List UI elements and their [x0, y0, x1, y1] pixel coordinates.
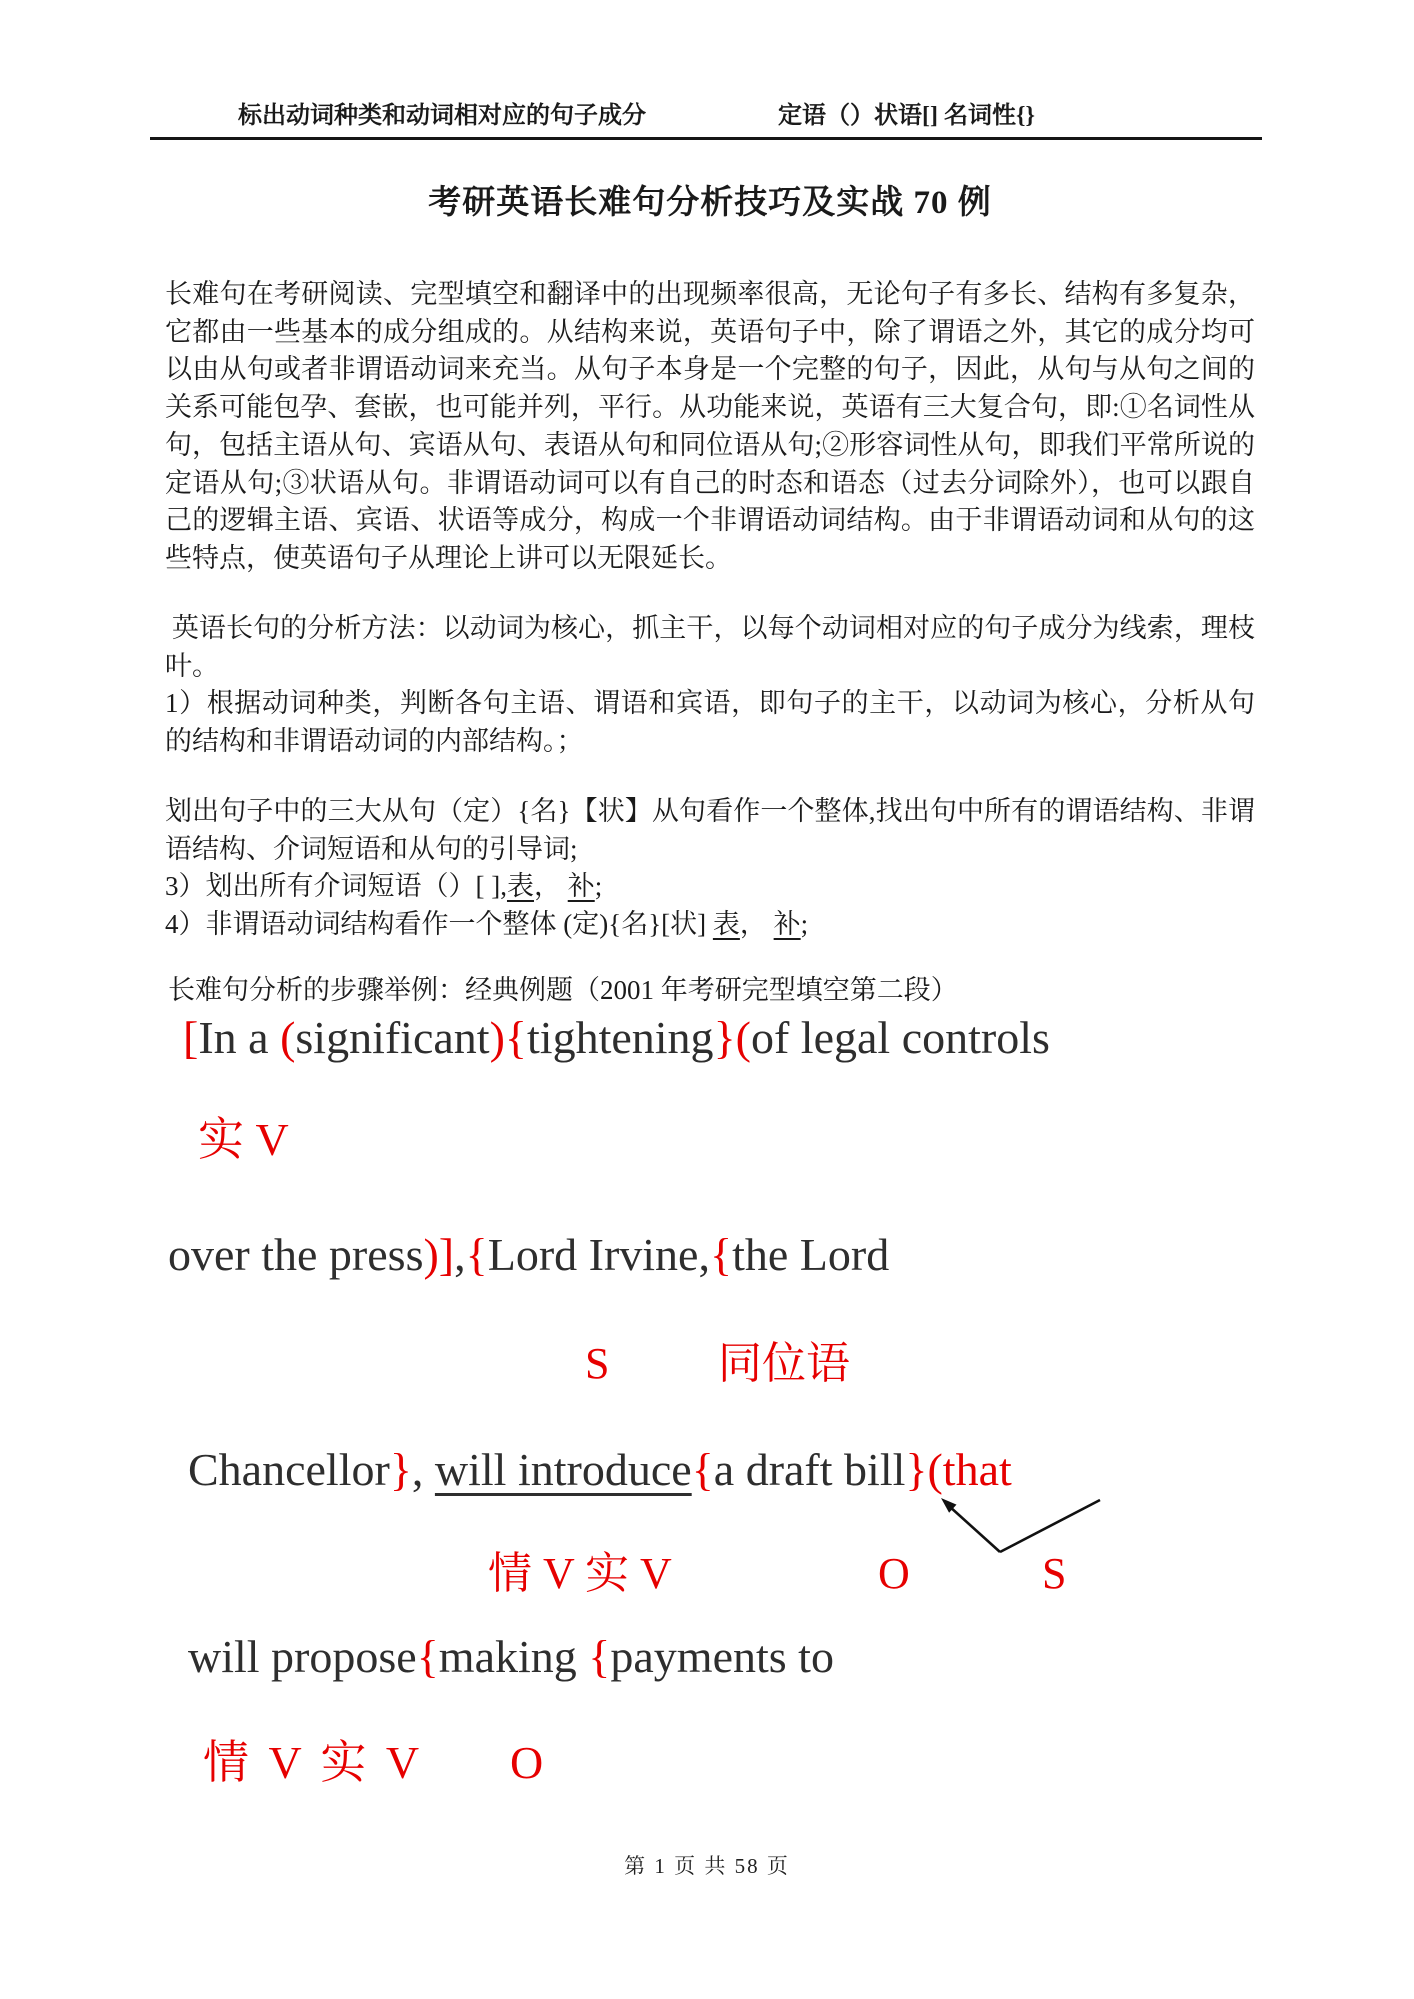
text-segment: } — [905, 1444, 928, 1495]
text-segment: In a — [198, 1012, 281, 1063]
text-segment: { — [504, 1012, 528, 1063]
text-segment: will introduce — [434, 1444, 692, 1495]
header-left-text: 标出动词种类和动词相对应的句子成分 — [238, 103, 646, 129]
method-paragraph — [165, 610, 1255, 761]
text-segment: { — [691, 1444, 714, 1495]
text-segment: 表 — [712, 909, 740, 940]
text-segment: , — [411, 1444, 435, 1495]
text-segment: ) — [489, 1012, 505, 1063]
header-legend-text: 定语（）状语[] 名词性{} — [778, 103, 1035, 129]
text-segment: } — [713, 1012, 736, 1063]
text-segment: Lord Irvine, — [487, 1229, 710, 1280]
text-segment: making — [438, 1631, 589, 1682]
page-number-footer: 第 1 页 共 58 页 — [624, 1854, 790, 1878]
text-segment: { — [709, 1229, 733, 1280]
text-segment: the Lord — [732, 1229, 890, 1280]
text-segment: 表 — [506, 871, 534, 902]
text-segment: a draft bill — [713, 1444, 906, 1495]
text-segment: payments to — [610, 1631, 834, 1682]
text-segment: 4）非谓语动词结构看作一个整体 (定){名}[状] — [165, 909, 713, 940]
text-segment: ( — [735, 1012, 751, 1063]
annotation-object-o: O — [878, 1549, 910, 1598]
text-segment: (that — [927, 1444, 1012, 1495]
text-segment: ( — [280, 1012, 296, 1063]
text-segment: will propose — [188, 1631, 417, 1682]
annotation-subject-s-2: S — [1042, 1549, 1067, 1598]
intro-paragraph-text: 长难句在考研阅读、完型填空和翻译中的出现频率很高，无论句子有多长、结构有多复杂，它都由一些基本的成分组成的。从结构来说，英语句子中，除了谓语之外，其它的成分均可以由从句或者非谓语动词来充当。从句子本身是一个完整的句子，因此，从句与从句之间的关系可能包孕、套嵌，也可能并列，平行。从功能来说，英语有三大复合句，即:①名词性从句，包括主语从句、宾语从句、表语从句和同位语从句;②形容词性从句，即我们平常所说的定语从句;③状语从句。非谓语动词可以有自己的时态和语态（过去分词除外），也可以跟自己的逻辑主语、宾语、状语等成分，构成一个非谓语动词结构。由于非谓语动词和从句的这些特点，使英语句子从理论上讲可以无限延长。 — [165, 279, 1255, 573]
text-segment: , — [454, 1229, 466, 1280]
text-segment: Chancellor — [188, 1444, 390, 1495]
text-segment: ; — [594, 871, 603, 902]
text-segment: [ — [183, 1012, 199, 1063]
example-intro-text: 长难句分析的步骤举例：经典例题（2001 年考研完型填空第二段） — [168, 975, 958, 1005]
text-segment: ， — [739, 909, 774, 940]
text-segment: 3）划出所有介词短语（）[ ], — [165, 871, 507, 902]
text-segment: ; — [800, 909, 809, 940]
text-segment: tightening — [527, 1012, 714, 1063]
annotation-shi-v: 实 V — [198, 1114, 289, 1165]
annotation-subject-s: S — [585, 1339, 610, 1388]
example-sentence-line-4 — [188, 1632, 834, 1683]
step3-text — [165, 868, 1255, 906]
header-rule — [150, 137, 1262, 140]
text-segment: over the press — [168, 1229, 424, 1280]
text-segment: { — [465, 1229, 488, 1280]
text-segment: ， — [533, 871, 568, 902]
step2-text: 划出句子中的三大从句（定）{名}【状】从句看作一个整体,找出句中所有的谓语结构、非谓语结构、介词短语和从句的引导词; — [165, 796, 1255, 864]
intro-paragraph — [165, 276, 1255, 578]
example-sentence-line-1 — [183, 1013, 1050, 1064]
text-segment: { — [588, 1631, 611, 1682]
annotation-object-o-2: O — [510, 1737, 544, 1788]
page-title: 考研英语长难句分析技巧及实战 70 例 — [428, 185, 992, 221]
example-sentence-line-2 — [168, 1230, 889, 1281]
step4-text — [165, 906, 1255, 944]
method-intro-text: 英语长句的分析方法：以动词为核心，抓主干，以每个动词相对应的句子成分为线索，理枝叶。 — [165, 613, 1256, 681]
text-segment: } — [389, 1444, 412, 1495]
annotation-qing-v-shi-v: 情 V 实 V — [488, 1549, 672, 1598]
text-segment: 补 — [567, 871, 595, 902]
step1-text: 1）根据动词种类，判断各句主语、谓语和宾语，即句子的主干，以动词为核心，分析从句的结构和非谓语动词的内部结构。； — [165, 688, 1255, 757]
text-segment: )] — [423, 1229, 455, 1280]
steps-paragraph — [165, 793, 1255, 944]
text-segment: { — [416, 1631, 439, 1682]
text-segment: 补 — [773, 909, 801, 940]
example-sentence-line-3 — [188, 1445, 1012, 1496]
annotation-qing-v-shi-v-2: 情 V 实 V — [203, 1737, 424, 1788]
reference-arrow — [915, 1492, 1115, 1560]
text-segment: significant — [295, 1012, 490, 1063]
text-segment: of legal controls — [750, 1012, 1050, 1063]
annotation-apposition: 同位语 — [718, 1339, 850, 1388]
